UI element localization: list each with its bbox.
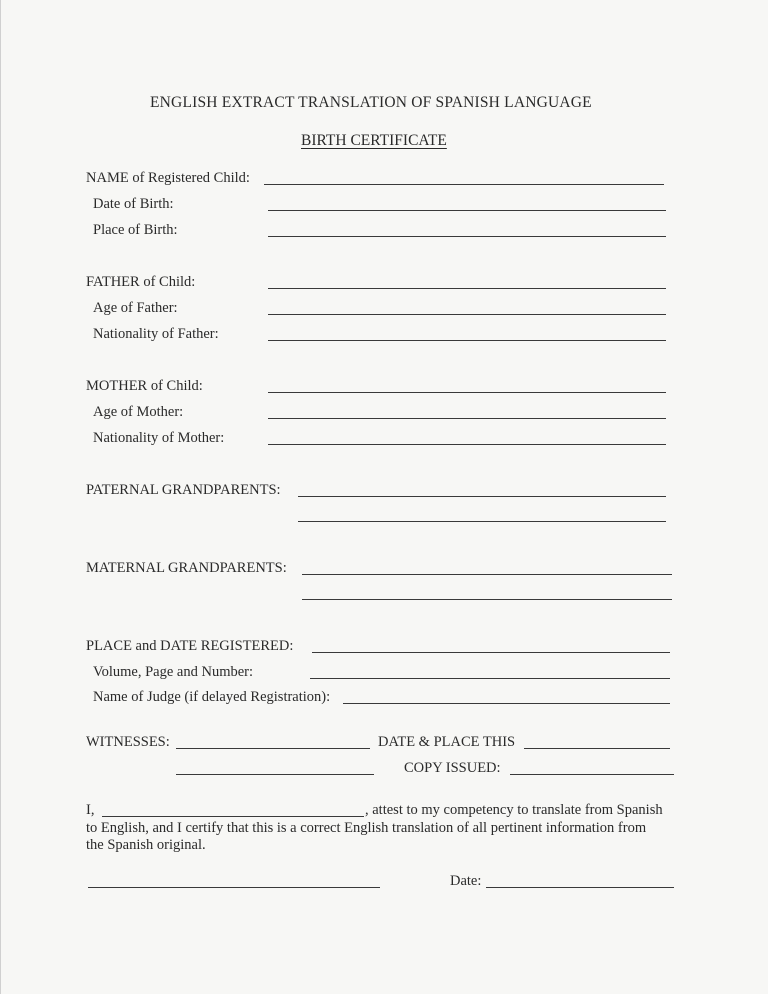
paternal-grandparents-label: PATERNAL GRANDPARENTS:: [86, 482, 281, 498]
attestation-line-3: the Spanish original.: [86, 837, 206, 853]
place-of-birth-field[interactable]: [268, 236, 666, 237]
date-place-field[interactable]: [524, 748, 670, 749]
mother-field[interactable]: [268, 392, 666, 393]
nationality-of-father-label: Nationality of Father:: [93, 326, 219, 342]
father-field[interactable]: [268, 288, 666, 289]
maternal-grandparents-field-2[interactable]: [302, 599, 672, 600]
witnesses-label: WITNESSES:: [86, 734, 170, 750]
volume-page-number-label: Volume, Page and Number:: [93, 664, 254, 680]
maternal-grandparents-field-1[interactable]: [302, 574, 672, 575]
copy-issued-field[interactable]: [510, 774, 674, 775]
age-of-mother-label: Age of Mother:: [93, 404, 184, 420]
father-label: FATHER of Child:: [86, 274, 196, 290]
place-date-registered-field[interactable]: [312, 652, 670, 653]
signature-field[interactable]: [88, 887, 380, 888]
age-of-father-field[interactable]: [268, 314, 666, 315]
place-of-birth-label: Place of Birth:: [93, 222, 178, 238]
date-place-this-label: DATE & PLACE THIS: [378, 734, 516, 750]
attestation-line-1: , attest to my competency to translate from Spanish: [365, 802, 663, 818]
translator-name-field[interactable]: [102, 816, 364, 817]
age-of-mother-field[interactable]: [268, 418, 666, 419]
paternal-grandparents-field-1[interactable]: [298, 496, 666, 497]
document-title: ENGLISH EXTRACT TRANSLATION OF SPANISH LANGUAGE: [150, 94, 592, 111]
place-date-registered-label: PLACE and DATE REGISTERED:: [86, 638, 294, 654]
document-subtitle: BIRTH CERTIFICATE: [301, 132, 447, 149]
attestation-prefix: I,: [86, 802, 95, 818]
child-name-field[interactable]: [264, 184, 664, 185]
child-name-label: NAME of Registered Child:: [86, 170, 250, 186]
date-field[interactable]: [486, 887, 674, 888]
judge-name-field[interactable]: [343, 703, 670, 704]
copy-issued-label: COPY ISSUED:: [404, 760, 501, 776]
nationality-of-mother-field[interactable]: [268, 444, 666, 445]
date-of-birth-field[interactable]: [268, 210, 666, 211]
attestation-line-2: to English, and I certify that this is a correct English translation of all pertinent information from: [86, 820, 647, 836]
mother-label: MOTHER of Child:: [86, 378, 203, 394]
age-of-father-label: Age of Father:: [93, 300, 178, 316]
volume-page-number-field[interactable]: [310, 678, 670, 679]
page-edge: [0, 0, 1, 994]
date-label: Date:: [450, 873, 482, 889]
date-of-birth-label: Date of Birth:: [93, 196, 174, 212]
maternal-grandparents-label: MATERNAL GRANDPARENTS:: [86, 560, 287, 576]
paternal-grandparents-field-2[interactable]: [298, 521, 666, 522]
witness-field-1[interactable]: [176, 748, 370, 749]
nationality-of-father-field[interactable]: [268, 340, 666, 341]
witness-field-2[interactable]: [176, 774, 374, 775]
nationality-of-mother-label: Nationality of Mother:: [93, 430, 225, 446]
judge-name-label: Name of Judge (if delayed Registration):: [93, 689, 331, 705]
